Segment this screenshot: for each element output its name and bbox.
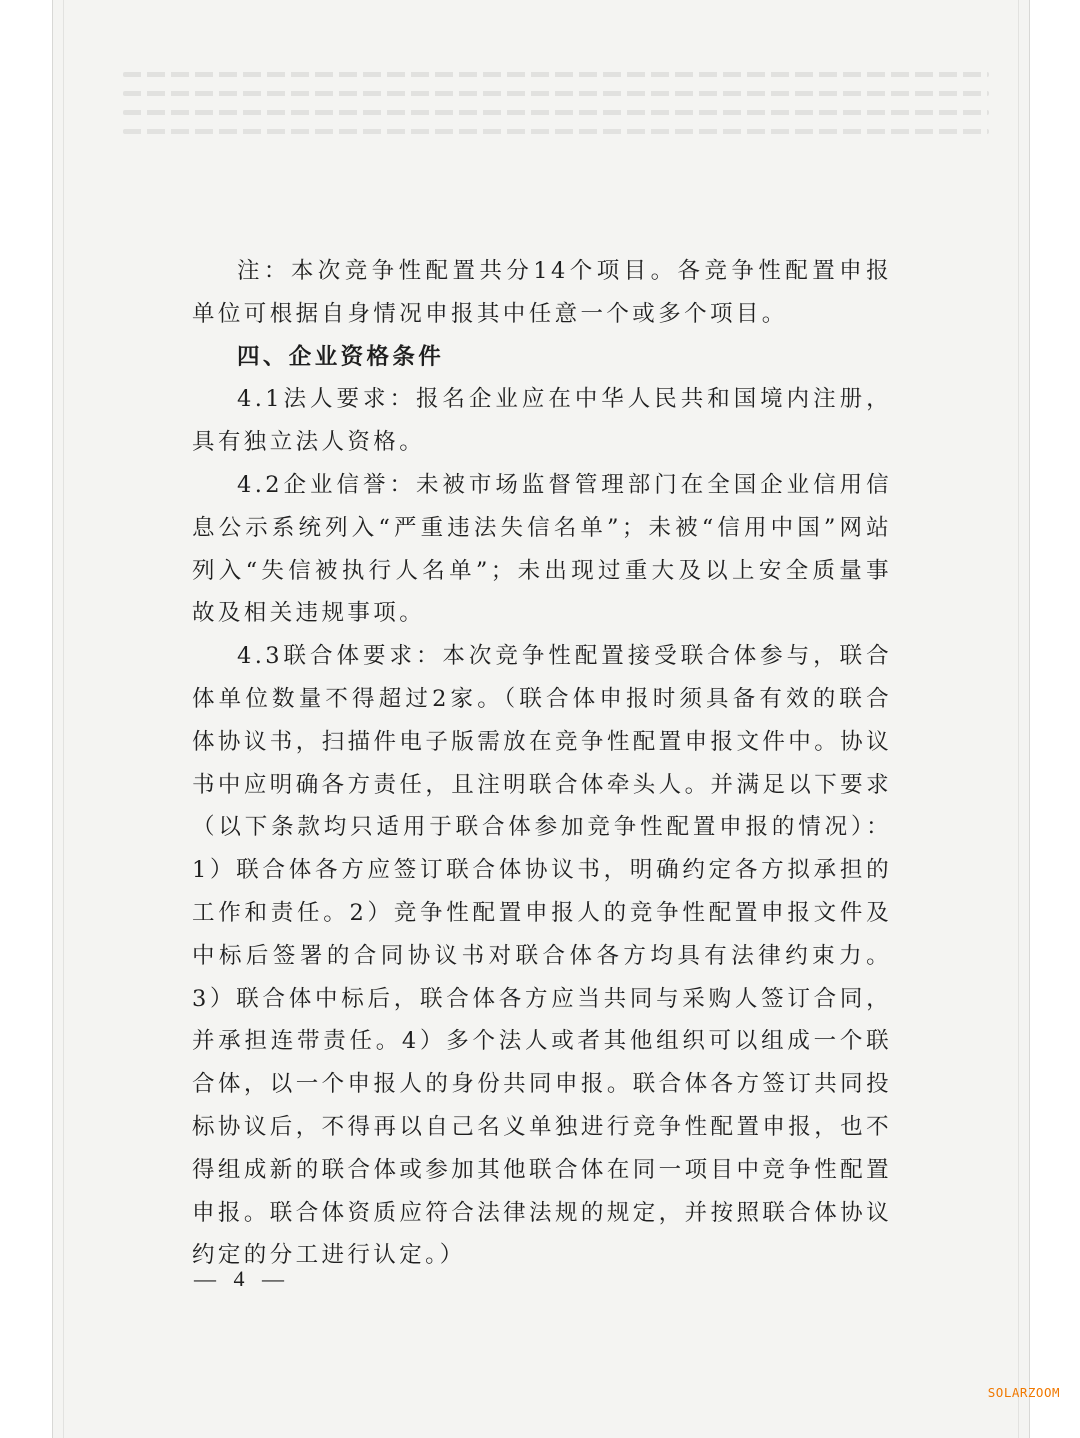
item-4-1-paragraph: 4.1法人要求：报名企业应在中华人民共和国境内注册，具有独立法人资格。 xyxy=(192,386,892,456)
faded-line xyxy=(123,110,989,115)
document-body xyxy=(192,250,892,1277)
faded-show-through-text xyxy=(83,58,999,218)
watermark-logo: SOLARZOOM xyxy=(987,1385,1060,1400)
note-paragraph: 注：本次竞争性配置共分14个项目。各竞争性配置申报单位可根据自身情况申报其中任意一个或多个项目。 xyxy=(192,258,892,327)
faded-line xyxy=(123,91,989,96)
faded-line xyxy=(123,129,989,134)
page-edge-line-left xyxy=(63,0,64,1438)
item-4-3-paragraph: 4.3联合体要求：本次竞争性配置接受联合体参与，联合体单位数量不得超过2家。（联合体申报时须具备有效的联合体协议书，扫描件电子版需放在竞争性配置申报文件中。协议书中应明确各方责任，且注明联合体牵头人。并满足以下要求（以下条款均只适用于联合体参加竞争性配置申报的情况）：1）联合体各方应签订联合体协议书，明确约定各方拟承担的工作和责任。2）竞争性配置申报人的竞争性配置申报文件及中标后签署的合同协议书对联合体各方均具有法律约束力。3）联合体中标后，联合体各方应当共同与采购人签订合同，并承担连带责任。4）多个法人或者其他组织可以组成一个联合体，以一个申报人的身份共同申报。联合体各方签订共同投标协议后，不得再以自己名义单独进行竞争性配置申报，也不得组成新的联合体或参加其他联合体在同一项目中竞争性配置申报。联合体资质应符合法律法规的规定，并按照联合体协议约定的分工进行认定。） xyxy=(192,643,892,1269)
page-number: — 4 — xyxy=(194,1266,290,1291)
section-heading: 四、企业资格条件 xyxy=(237,343,445,370)
item-4-2-paragraph: 4.2企业信誉：未被市场监督管理部门在全国企业信用信息公示系统列入“严重违法失信名单”；未被“信用中国”网站列入“失信被执行人名单”；未出现过重大及以上安全质量事故及相关违规事项。 xyxy=(192,471,892,627)
page-edge-line-right xyxy=(1018,0,1019,1438)
faded-line xyxy=(123,72,989,77)
